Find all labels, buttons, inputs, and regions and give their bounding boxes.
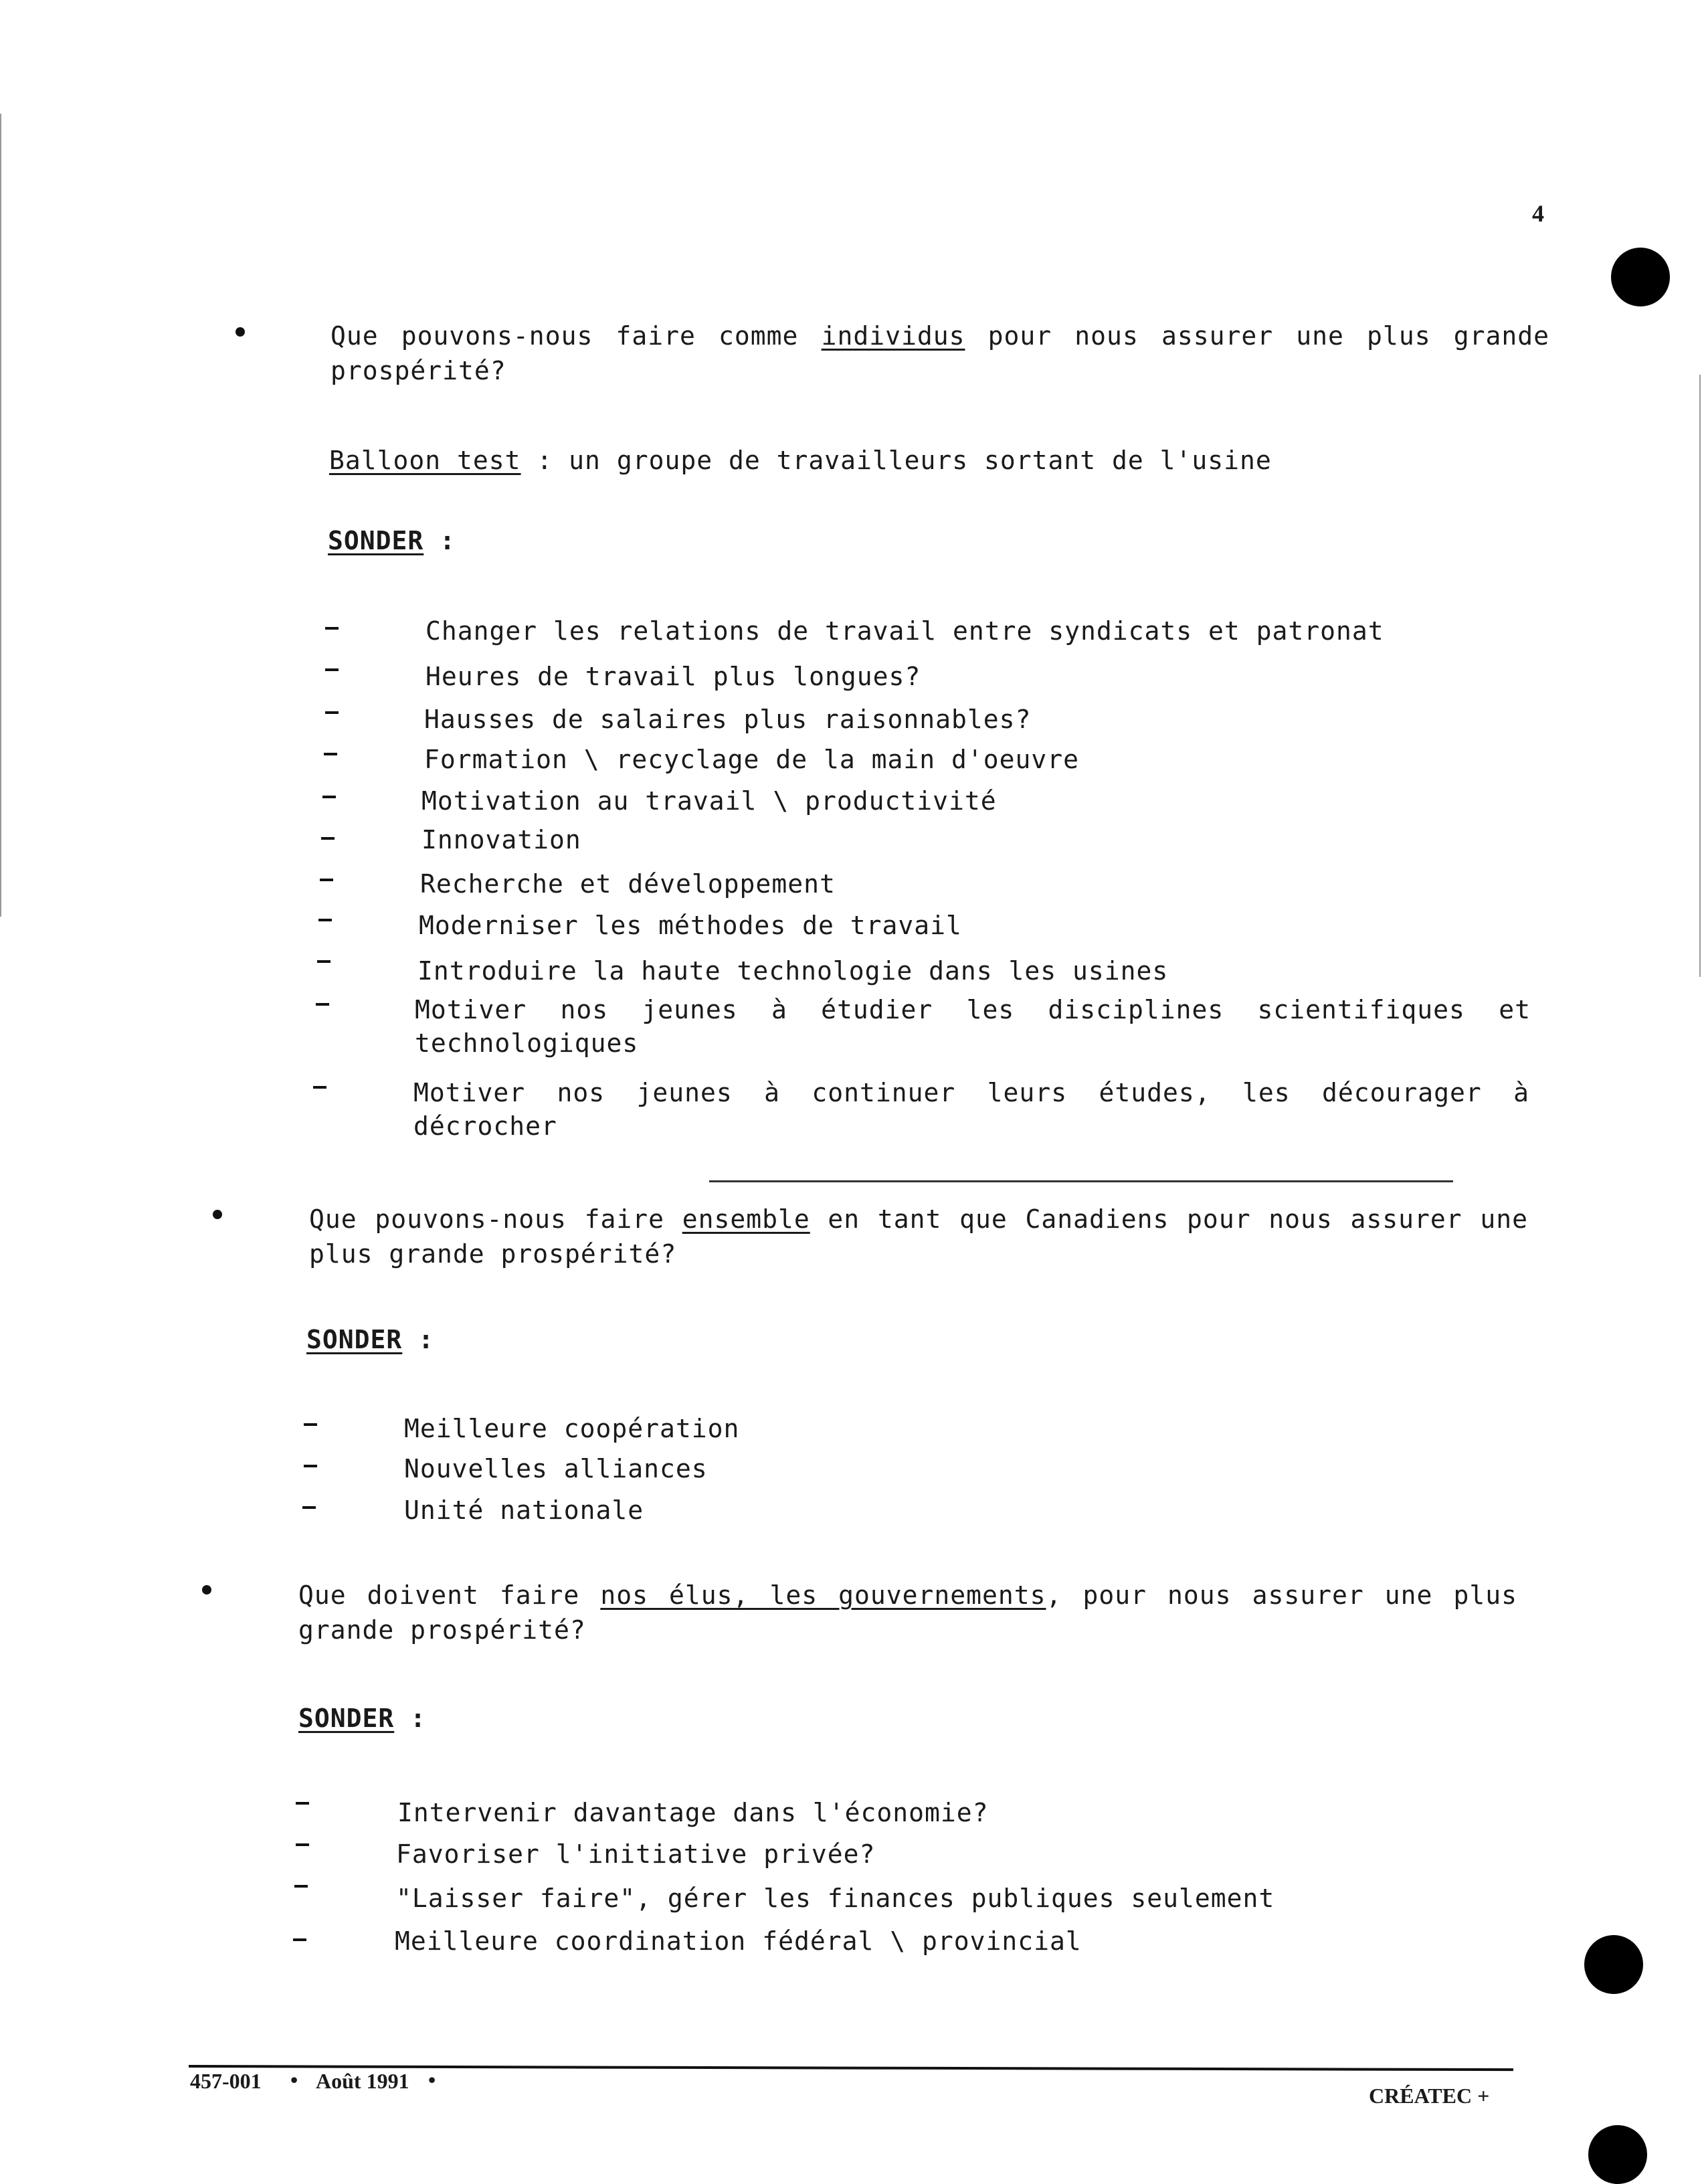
item-dash — [304, 1465, 317, 1467]
question-1-emphasis: individus — [821, 321, 965, 351]
list-item: Moderniser les méthodes de travail — [419, 911, 962, 940]
list-item: Motivation au travail \ productivité — [421, 786, 997, 816]
sonder-colon-2: : — [402, 1325, 435, 1354]
footer-code: 457-001 — [190, 2069, 262, 2093]
item-dash — [325, 711, 339, 714]
sonder-label-3: SONDER — [298, 1704, 395, 1733]
question-1-text-post: pour nous assurer une plus grande prospérité? — [330, 321, 1549, 385]
list-item: Introduire la haute technologie dans les usines — [417, 956, 1169, 986]
item-dash — [324, 753, 337, 755]
sonder-colon-3: : — [394, 1704, 427, 1733]
sonder-heading-3 — [298, 1704, 426, 1733]
list-item: Meilleure coordination fédéral \ provincial — [395, 1926, 1082, 1956]
list-item: Hausses de salaires plus raisonnables? — [424, 705, 1032, 734]
balloon-test-text: : un groupe de travailleurs sortant de l'usine — [521, 446, 1272, 475]
item-dash — [302, 1506, 316, 1509]
list-item: "Laisser faire", gérer les finances publiques seulement — [396, 1884, 1275, 1913]
item-dash — [321, 837, 335, 840]
item-dash — [320, 879, 333, 881]
question-1 — [330, 318, 1549, 388]
footer-date: Août 1991 — [316, 2069, 409, 2093]
item-dash — [317, 960, 330, 963]
list-item: Formation \ recyclage de la main d'oeuvre — [424, 745, 1079, 774]
question-bullet-2 — [213, 1210, 222, 1219]
punch-hole-top — [1611, 248, 1670, 306]
balloon-test-label: Balloon test — [329, 446, 521, 475]
question-bullet-1 — [235, 327, 245, 337]
sonder-colon-1: : — [423, 526, 456, 555]
question-2-emphasis: ensemble — [682, 1204, 810, 1234]
sonder-heading-1 — [328, 526, 456, 555]
question-2-text-post: en tant que Canadiens pour nous assurer une plus grande prospérité? — [309, 1204, 1528, 1269]
question-3-emphasis: nos élus, les gouvernements — [600, 1580, 1046, 1610]
list-item: Meilleure coopération — [404, 1414, 740, 1443]
list-item: Nouvelles alliances — [404, 1454, 708, 1483]
list-item: Recherche et développement — [420, 869, 836, 899]
list-item: Favoriser l'initiative privée? — [396, 1839, 876, 1869]
item-dash — [293, 1938, 306, 1941]
item-dash — [325, 668, 339, 671]
list-item: Changer les relations de travail entre syndicats et patronat — [426, 616, 1384, 646]
question-1-text-pre: Que pouvons-nous faire comme — [330, 321, 822, 351]
sonder-label-2: SONDER — [306, 1325, 403, 1354]
list-item: Intervenir davantage dans l'économie? — [397, 1798, 989, 1827]
item-dash — [313, 1086, 326, 1089]
list-item: Heures de travail plus longues? — [426, 662, 921, 691]
question-2 — [309, 1202, 1528, 1271]
sonder-heading-2 — [306, 1325, 434, 1354]
footer-company: CRÉATEC + — [1369, 2084, 1490, 2108]
footer-bullet-1: • — [290, 2068, 298, 2092]
list-item: Motiver nos jeunes à continuer leurs études, les décourager à décrocher — [413, 1078, 1529, 1141]
item-dash — [296, 1802, 309, 1805]
balloon-test-line — [329, 446, 1272, 475]
scan-edge-mark-right — [1699, 375, 1701, 977]
item-dash — [322, 796, 336, 798]
item-dash — [294, 1885, 308, 1888]
list-item: Unité nationale — [404, 1495, 644, 1525]
punch-hole-middle — [1584, 1935, 1643, 1994]
question-2-text-pre: Que pouvons-nous faire — [309, 1204, 682, 1234]
list-item: Motiver nos jeunes à étudier les disciplines scientifiques et technologiques — [415, 995, 1531, 1058]
question-bullet-3 — [202, 1585, 211, 1595]
item-dash — [296, 1843, 309, 1846]
question-3-text-pre: Que doivent faire — [298, 1580, 601, 1610]
question-3-text-post: , pour nous assurer une plus grande prospérité? — [298, 1580, 1517, 1645]
scan-edge-mark-left — [0, 114, 1, 917]
item-dash — [318, 919, 332, 921]
item-dash — [325, 627, 339, 630]
list-item: Innovation — [421, 825, 581, 854]
separator-line — [709, 1180, 1453, 1182]
item-dash — [316, 1003, 329, 1006]
footer-bullet-2: • — [428, 2068, 436, 2092]
punch-hole-bottom — [1588, 2125, 1647, 2184]
item-dash — [304, 1423, 317, 1426]
question-3 — [298, 1578, 1517, 1647]
page-number: 4 — [1532, 200, 1544, 227]
sonder-label-1: SONDER — [328, 526, 424, 555]
